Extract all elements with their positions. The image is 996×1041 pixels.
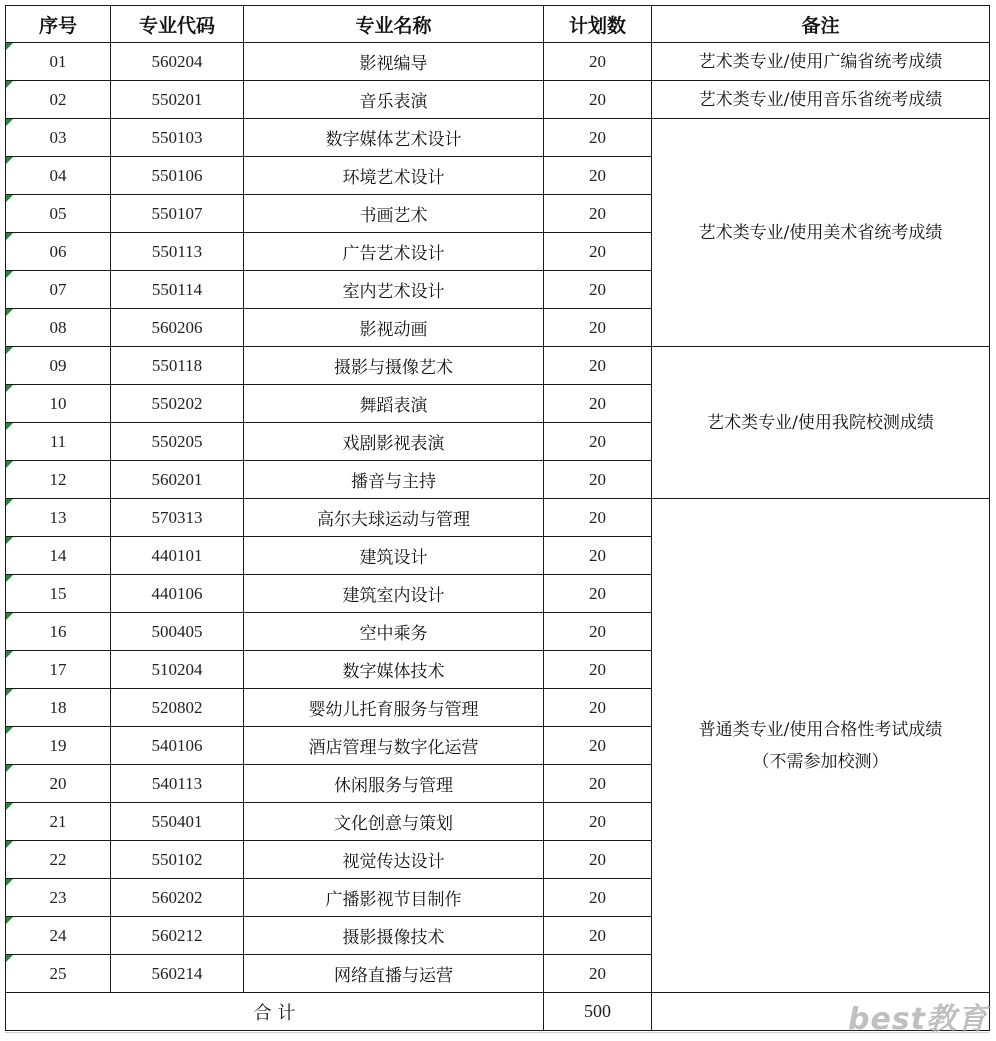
plan-count-cell: 20 — [544, 233, 652, 271]
serial-number-cell: 23 — [6, 879, 111, 917]
major-code-cell: 560201 — [111, 461, 244, 499]
header-major-code: 专业代码 — [111, 6, 244, 43]
major-code-cell: 560204 — [111, 43, 244, 81]
plan-count-cell: 20 — [544, 461, 652, 499]
table-row — [6, 81, 990, 119]
plan-count-cell: 20 — [544, 537, 652, 575]
header-remarks: 备注 — [652, 6, 990, 43]
major-code-cell: 500405 — [111, 613, 244, 651]
plan-count-cell: 20 — [544, 43, 652, 81]
major-code-cell: 560206 — [111, 309, 244, 347]
major-code-cell: 440101 — [111, 537, 244, 575]
major-code-cell: 510204 — [111, 651, 244, 689]
serial-number-cell: 13 — [6, 499, 111, 537]
remarks-cell: 艺术类专业/使用广编省统考成绩 — [652, 43, 990, 81]
serial-number-cell: 24 — [6, 917, 111, 955]
serial-number-cell: 17 — [6, 651, 111, 689]
plan-count-cell: 20 — [544, 689, 652, 727]
serial-number-cell: 10 — [6, 385, 111, 423]
major-code-cell: 550114 — [111, 271, 244, 309]
major-code-cell: 560202 — [111, 879, 244, 917]
major-name-cell: 高尔夫球运动与管理 — [244, 499, 544, 537]
major-name-cell: 数字媒体艺术设计 — [244, 119, 544, 157]
header-serial-number: 序号 — [6, 6, 111, 43]
table-row — [6, 43, 990, 81]
serial-number-cell: 16 — [6, 613, 111, 651]
major-name-cell: 戏剧影视表演 — [244, 423, 544, 461]
major-code-cell: 550205 — [111, 423, 244, 461]
plan-count-cell: 20 — [544, 841, 652, 879]
major-code-cell: 550106 — [111, 157, 244, 195]
major-name-cell: 播音与主持 — [244, 461, 544, 499]
major-name-cell: 空中乘务 — [244, 613, 544, 651]
major-code-cell: 550102 — [111, 841, 244, 879]
major-code-cell: 570313 — [111, 499, 244, 537]
table-row — [6, 499, 990, 537]
major-name-cell: 书画艺术 — [244, 195, 544, 233]
serial-number-cell: 11 — [6, 423, 111, 461]
serial-number-cell: 12 — [6, 461, 111, 499]
serial-number-cell: 19 — [6, 727, 111, 765]
plan-count-cell: 20 — [544, 157, 652, 195]
plan-count-cell: 20 — [544, 651, 652, 689]
total-plan-count: 500 — [544, 993, 652, 1031]
major-name-cell: 酒店管理与数字化运营 — [244, 727, 544, 765]
plan-count-cell: 20 — [544, 879, 652, 917]
major-name-cell: 网络直播与运营 — [244, 955, 544, 993]
plan-count-cell: 20 — [544, 271, 652, 309]
major-code-cell: 550118 — [111, 347, 244, 385]
major-name-cell: 视觉传达设计 — [244, 841, 544, 879]
remarks-line: 普通类专业/使用合格性考试成绩 — [698, 719, 943, 740]
watermark-logo: best教育 — [847, 1002, 988, 1037]
serial-number-cell: 01 — [6, 43, 111, 81]
serial-number-cell: 04 — [6, 157, 111, 195]
serial-number-cell: 25 — [6, 955, 111, 993]
plan-count-cell: 20 — [544, 613, 652, 651]
header-row — [6, 6, 990, 43]
plan-count-cell: 20 — [544, 81, 652, 119]
major-name-cell: 建筑设计 — [244, 537, 544, 575]
serial-number-cell: 02 — [6, 81, 111, 119]
major-code-cell: 550107 — [111, 195, 244, 233]
major-name-cell: 数字媒体技术 — [244, 651, 544, 689]
serial-number-cell: 03 — [6, 119, 111, 157]
serial-number-cell: 05 — [6, 195, 111, 233]
plan-count-cell: 20 — [544, 727, 652, 765]
major-code-cell: 550103 — [111, 119, 244, 157]
major-code-cell: 440106 — [111, 575, 244, 613]
major-code-cell: 520802 — [111, 689, 244, 727]
major-name-cell: 影视动画 — [244, 309, 544, 347]
major-code-cell: 550202 — [111, 385, 244, 423]
major-name-cell: 舞蹈表演 — [244, 385, 544, 423]
major-code-cell: 560212 — [111, 917, 244, 955]
table-row — [6, 119, 990, 157]
plan-count-cell: 20 — [544, 309, 652, 347]
major-name-cell: 室内艺术设计 — [244, 271, 544, 309]
table-row — [6, 347, 990, 385]
major-name-cell: 影视编导 — [244, 43, 544, 81]
enrollment-plan-table — [5, 5, 990, 1031]
major-code-cell: 560214 — [111, 955, 244, 993]
plan-count-cell: 20 — [544, 119, 652, 157]
major-name-cell: 建筑室内设计 — [244, 575, 544, 613]
total-label: 合 计 — [6, 993, 544, 1031]
serial-number-cell: 20 — [6, 765, 111, 803]
plan-count-cell: 20 — [544, 499, 652, 537]
remarks-cell: 艺术类专业/使用我院校测成绩 — [652, 347, 990, 499]
major-name-cell: 环境艺术设计 — [244, 157, 544, 195]
major-code-cell: 550401 — [111, 803, 244, 841]
major-name-cell: 休闲服务与管理 — [244, 765, 544, 803]
major-name-cell: 婴幼儿托育服务与管理 — [244, 689, 544, 727]
major-code-cell: 540106 — [111, 727, 244, 765]
plan-count-cell: 20 — [544, 917, 652, 955]
plan-count-cell: 20 — [544, 195, 652, 233]
header-plan-count: 计划数 — [544, 6, 652, 43]
plan-count-cell: 20 — [544, 575, 652, 613]
serial-number-cell: 18 — [6, 689, 111, 727]
serial-number-cell: 08 — [6, 309, 111, 347]
remarks-cell: 艺术类专业/使用美术省统考成绩 — [652, 119, 990, 347]
major-name-cell: 文化创意与策划 — [244, 803, 544, 841]
serial-number-cell: 21 — [6, 803, 111, 841]
plan-count-cell: 20 — [544, 347, 652, 385]
remarks-line-secondary: （不需参加校测） — [752, 751, 889, 772]
major-name-cell: 摄影与摄像艺术 — [244, 347, 544, 385]
serial-number-cell: 09 — [6, 347, 111, 385]
serial-number-cell: 22 — [6, 841, 111, 879]
header-major-name: 专业名称 — [244, 6, 544, 43]
remarks-cell — [652, 499, 990, 993]
major-name-cell: 摄影摄像技术 — [244, 917, 544, 955]
plan-count-cell: 20 — [544, 765, 652, 803]
serial-number-cell: 07 — [6, 271, 111, 309]
total-row — [6, 993, 990, 1031]
major-name-cell: 音乐表演 — [244, 81, 544, 119]
plan-count-cell: 20 — [544, 803, 652, 841]
major-code-cell: 540113 — [111, 765, 244, 803]
serial-number-cell: 14 — [6, 537, 111, 575]
plan-count-cell: 20 — [544, 423, 652, 461]
serial-number-cell: 06 — [6, 233, 111, 271]
plan-count-cell: 20 — [544, 385, 652, 423]
plan-count-cell: 20 — [544, 955, 652, 993]
major-code-cell: 550201 — [111, 81, 244, 119]
major-name-cell: 广播影视节目制作 — [244, 879, 544, 917]
remarks-cell: 艺术类专业/使用音乐省统考成绩 — [652, 81, 990, 119]
serial-number-cell: 15 — [6, 575, 111, 613]
major-name-cell: 广告艺术设计 — [244, 233, 544, 271]
major-code-cell: 550113 — [111, 233, 244, 271]
